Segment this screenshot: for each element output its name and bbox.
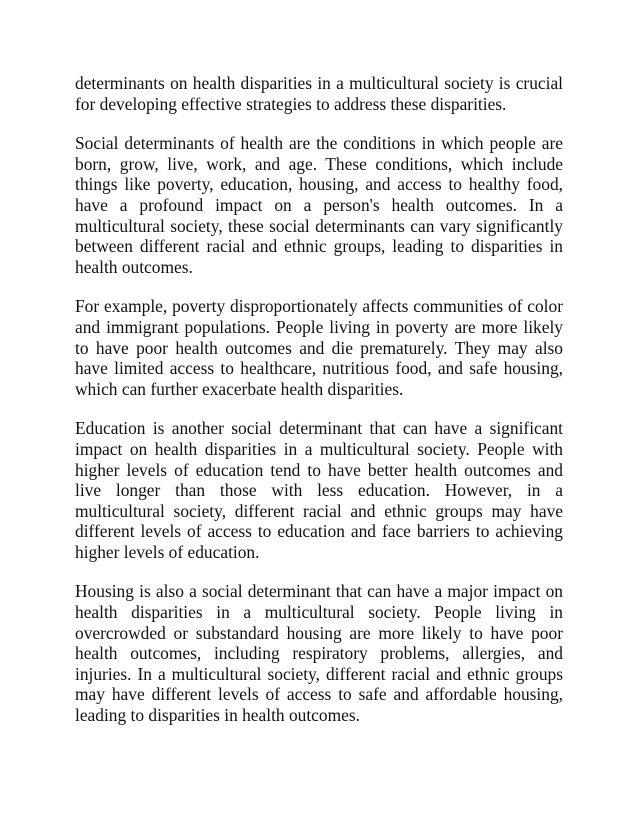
paragraph-housing: Housing is also a social determinant that can have a major impact on health disparities in a multicultural society. People living in overcrowded or substandard housing are more likely to have poor health outcomes, including respiratory problems, allergies, and injuries. In a multicultural society, different racial and ethnic groups may have different levels of access to safe and affordable housing, leading to disparities in health outcomes. bbox=[75, 581, 563, 726]
document-page bbox=[75, 73, 563, 745]
paragraph-social-determinants: Social determinants of health are the conditions in which people are born, grow, live, work, and age. These conditions, which include things like poverty, education, housing, and access to healthy food, have a profound impact on a person's health outcomes. In a multicultural society, these social determinants can vary significantly between different racial and ethnic groups, leading to disparities in health outcomes. bbox=[75, 133, 563, 277]
paragraph-poverty: For example, poverty disproportionately affects communities of color and immigrant populations. People living in poverty are more likely to have poor health outcomes and die prematurely. They may also have limited access to healthcare, nutritious food, and safe housing, which can further exacerbate health disparities. bbox=[75, 296, 563, 399]
paragraph-intro-continuation: determinants on health disparities in a multicultural society is crucial for developing effective strategies to address these disparities. bbox=[75, 73, 563, 114]
paragraph-education: Education is another social determinant that can have a significant impact on health disparities in a multicultural society. People with higher levels of education tend to have better health outcomes and live longer than those with less education. However, in a multicultural society, different racial and ethnic groups may have different levels of access to education and face barriers to achieving higher levels of education. bbox=[75, 418, 563, 562]
